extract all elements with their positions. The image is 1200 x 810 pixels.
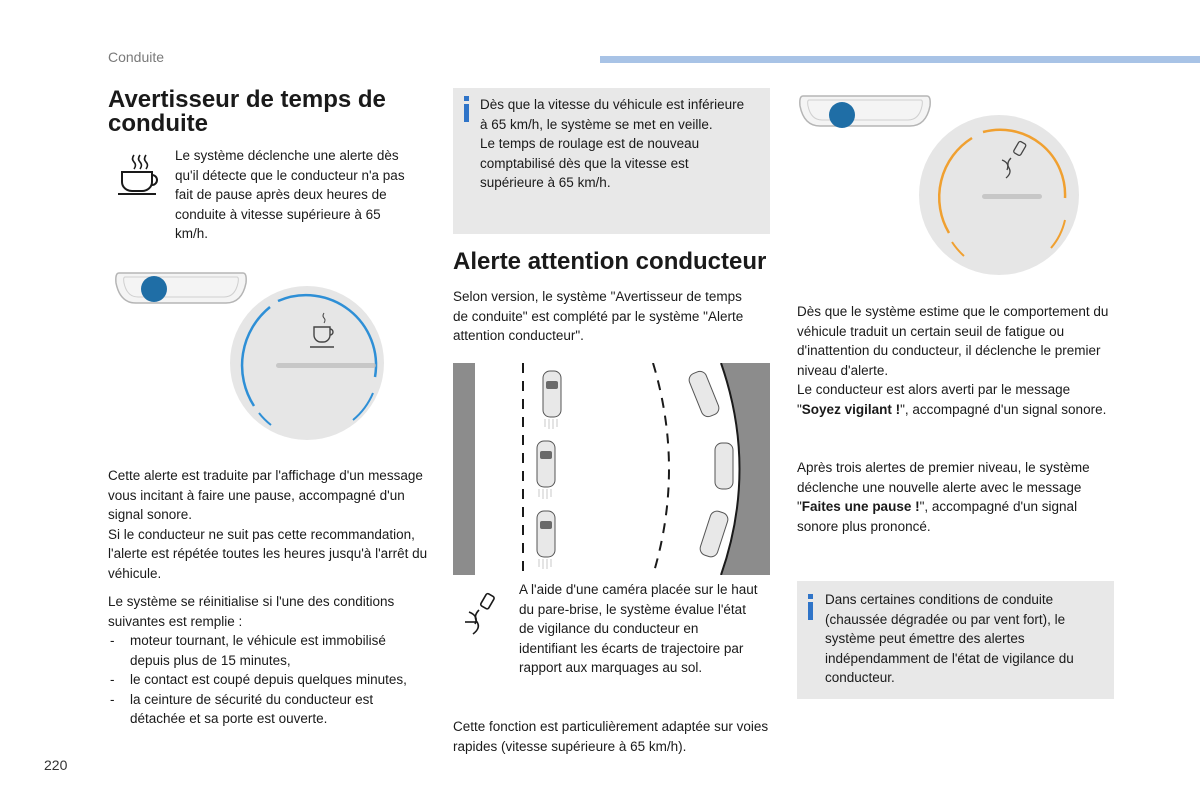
driving-time-title: Avertisseur de temps de conduite xyxy=(108,86,386,137)
alert-explanation xyxy=(108,466,428,583)
message-prefix: Après trois alertes de premier niveau, le système déclenche une nouvelle alerte avec le message " xyxy=(797,460,1090,514)
second-level-alert xyxy=(797,458,1117,536)
standby-info-box xyxy=(453,88,770,234)
section-label: Conduite xyxy=(108,49,165,65)
header-accent-bar xyxy=(600,56,1200,63)
standby-line-2: Le temps de roulage est de nouveau comptabilisé dès que la vitesse est supérieure à 65 km/h. xyxy=(480,136,700,190)
driver-attention-intro: Selon version, le système "Avertisseur de temps de conduite" est complété par le système "Alerte attention conducteur". xyxy=(453,289,744,343)
camera-description: A l'aide d'une caméra placée sur le haut du pare-brise, le système évalue l'état de vigilance du conducteur en identifiant les écarts de trajectoire par rapport aux marquages au sol. xyxy=(519,582,758,675)
list-item: - la ceinture de sécurité du conducteur est détachée et sa porte est ouverte. xyxy=(108,690,428,729)
reset-conditions xyxy=(108,592,428,729)
highway-note: Cette fonction est particulièrement adaptée sur voies rapides (vitesse supérieure à 65 km/h). xyxy=(453,719,769,754)
alert-paragraph-1: Cette alerte est traduite par l'affichage d'un message vous incitant à faire une pause, accompagné d'un signal sonore. xyxy=(108,468,423,522)
info-icon xyxy=(808,602,813,620)
stay-alert-message: Soyez vigilant ! xyxy=(801,401,901,417)
lane-drift-illustration xyxy=(453,363,770,575)
message-suffix: ", accompagné d'un signal sonore. xyxy=(900,401,1107,417)
standby-line-1: Dès que la vitesse du véhicule est inférieure à 65 km/h, le système se met en veille. xyxy=(480,97,745,132)
conditions-info-box xyxy=(797,581,1114,699)
lane-drift-icon xyxy=(461,592,503,638)
standby-info-text xyxy=(480,95,750,193)
coffee-cup-icon xyxy=(114,152,162,198)
first-level-alert xyxy=(797,302,1117,419)
page-number: 220 xyxy=(44,757,68,773)
coffee-alert-display-illustration xyxy=(113,265,413,455)
info-icon xyxy=(464,104,469,122)
take-a-break-message: Faites une pause ! xyxy=(801,499,920,514)
reset-conditions-list xyxy=(108,631,428,729)
first-alert-text: Dès que le système estime que le comportement du véhicule traduit un certain seuil de fatigue ou d'inattention du conducteur, il déclenche le premier niveau d'alerte. xyxy=(797,304,1109,378)
message-suffix: ", accompagné d'un signal sonore plus prononcé. xyxy=(797,499,1078,534)
conditions-info-text: Dans certaines conditions de conduite (chaussée dégradée ou par vent fort), le système peut émettre des alertes indépendamment de l'état de vigilance du conducteur. xyxy=(825,592,1074,685)
second-alert-message xyxy=(797,458,1117,536)
list-item: - le contact est coupé depuis quelques minutes, xyxy=(108,670,428,690)
alert-paragraph-2: Si le conducteur ne suit pas cette recommandation, l'alerte est répétée toutes les heures jusqu'à l'arrêt du véhicule. xyxy=(108,526,428,581)
vigilance-alert-display-illustration xyxy=(797,88,1117,298)
message-prefix: Le conducteur est alors averti par le message " xyxy=(797,382,1071,417)
list-item: - moteur tournant, le véhicule est immobilisé depuis plus de 15 minutes, xyxy=(108,631,428,670)
driving-time-intro: Le système déclenche une alerte dès qu'il détecte que le conducteur n'a pas fait de pause après deux heures de conduite à vitesse supérieure à 65 km/h. xyxy=(175,148,405,241)
driver-attention-title: Alerte attention conducteur xyxy=(453,248,767,275)
first-alert-message xyxy=(797,380,1117,419)
reset-intro: Le système se réinitialise si l'une des conditions suivantes est remplie : xyxy=(108,594,395,629)
